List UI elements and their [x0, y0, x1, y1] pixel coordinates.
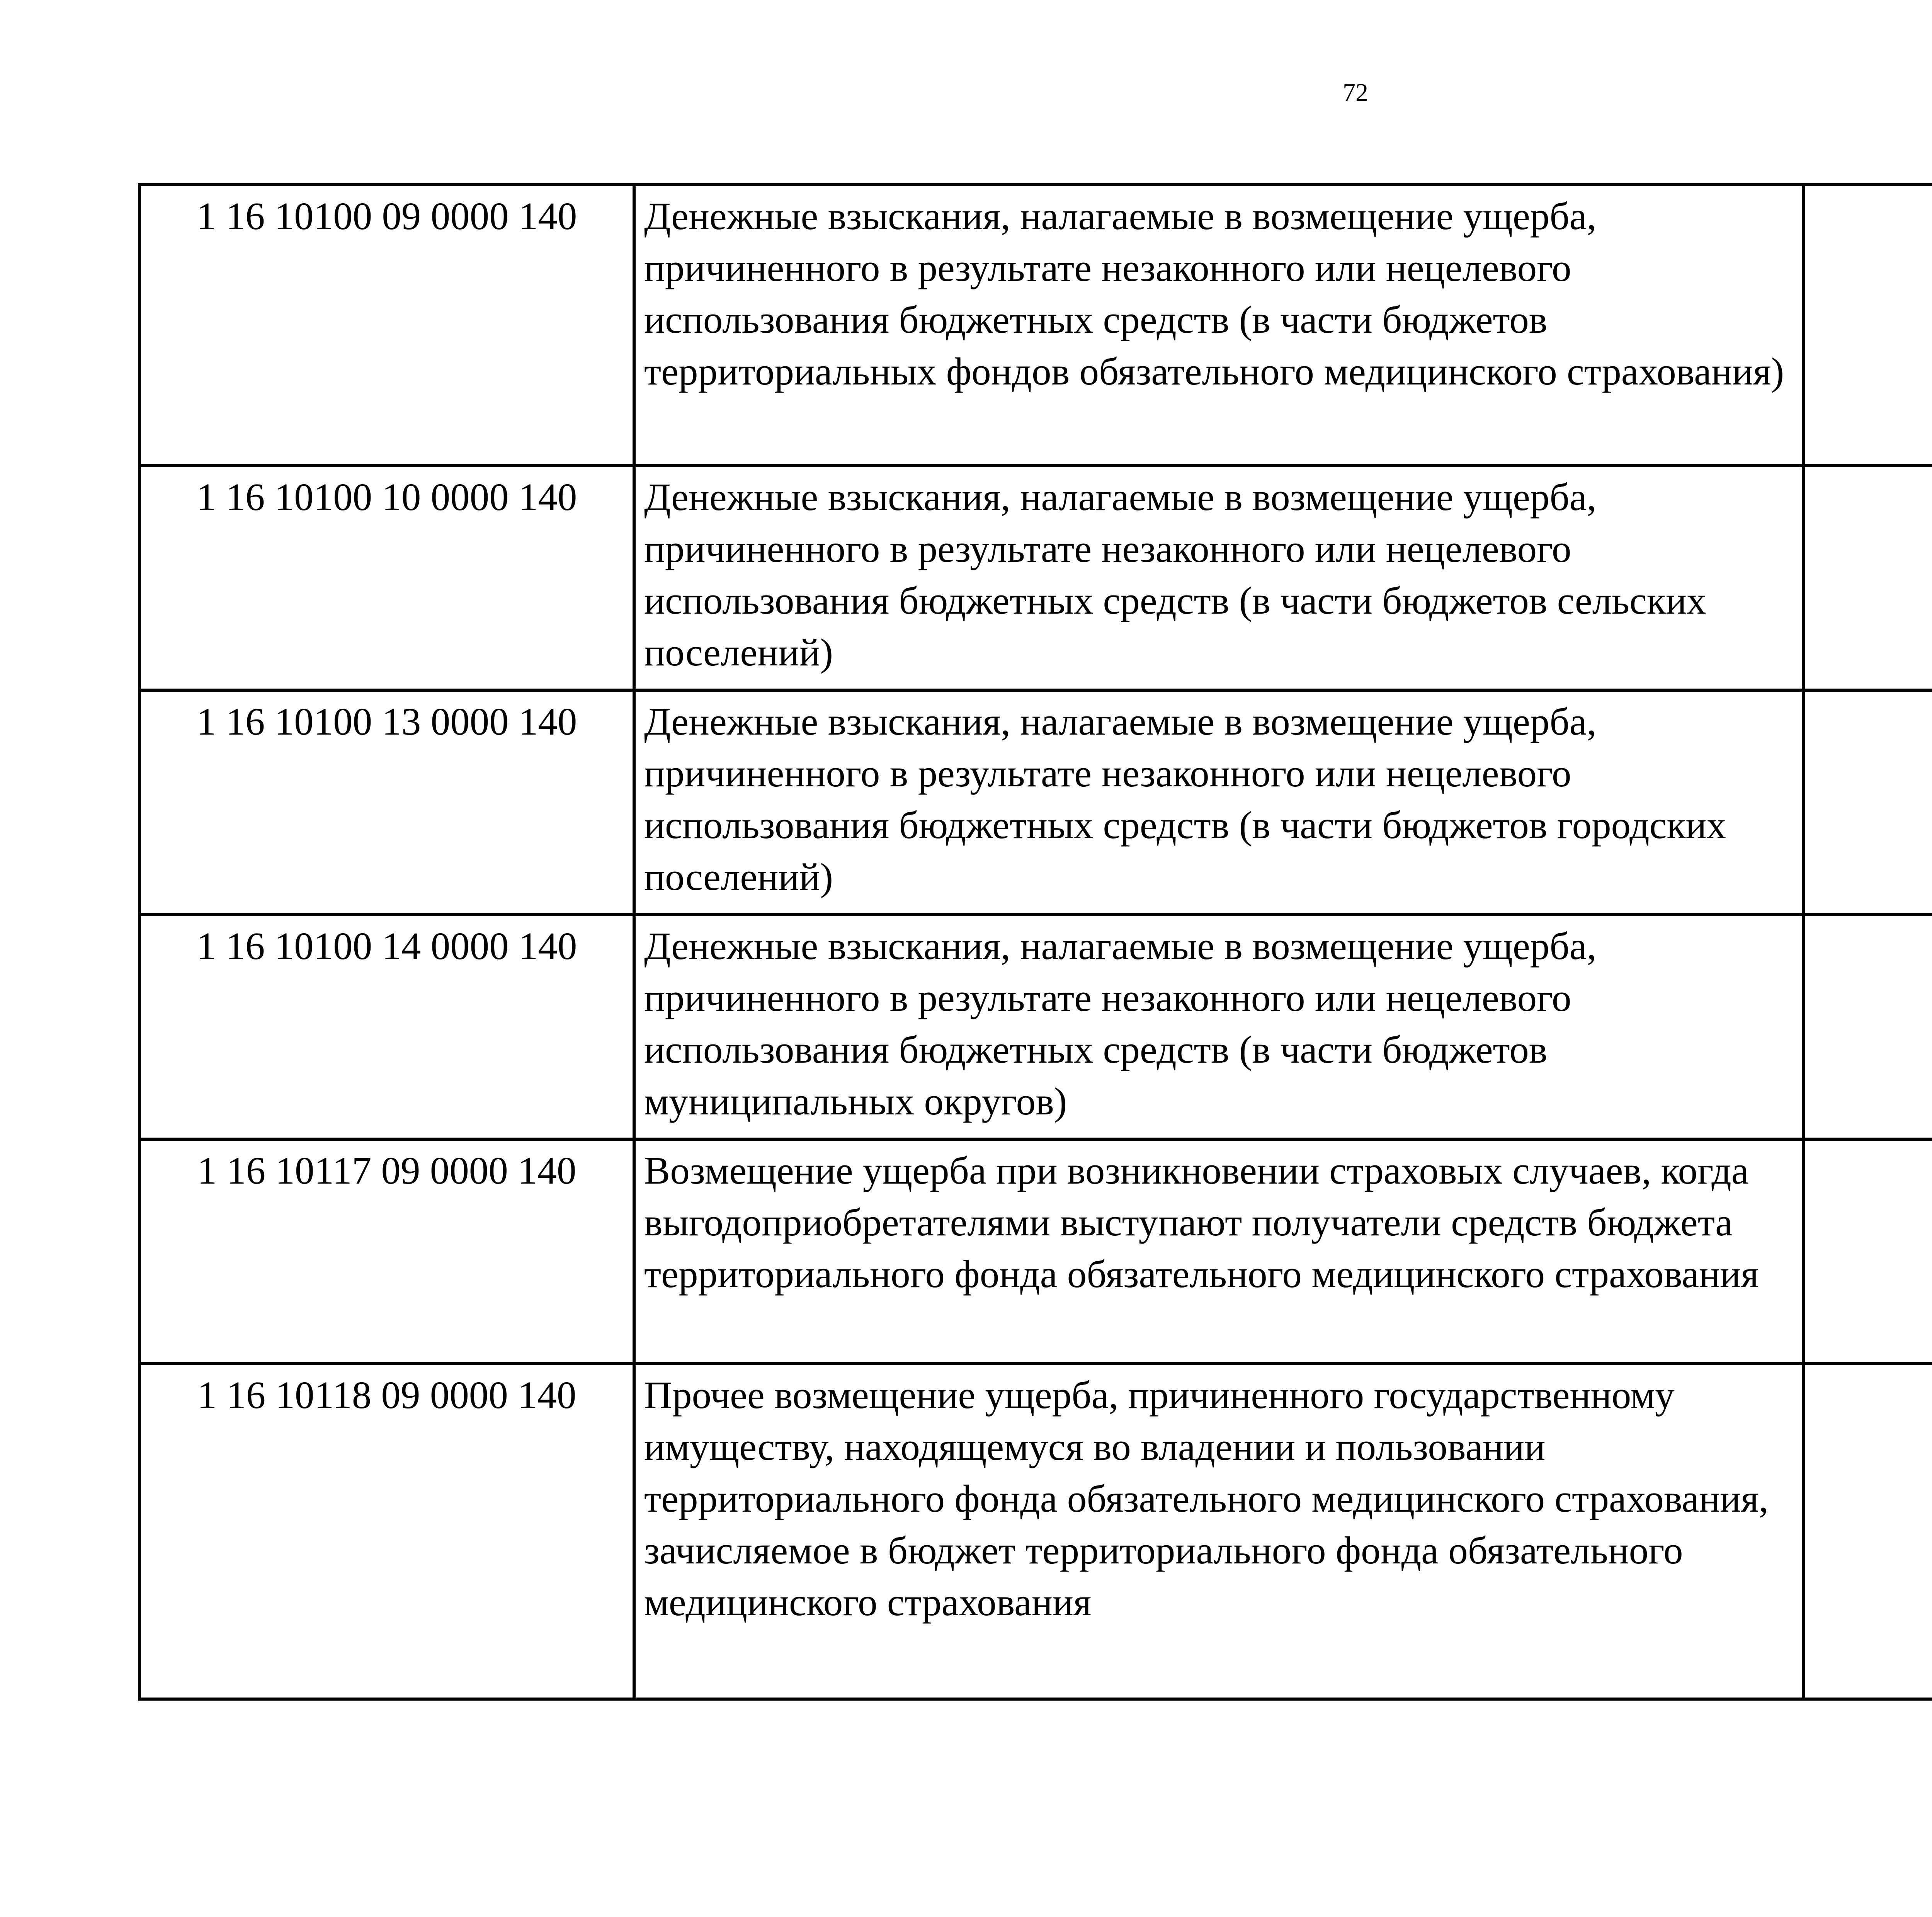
- income-description-cell: Возмещение ущерба при возникновении страховых случаев, когда выгодоприобретателями выступают получатели средств бюджета территориального фонда обязательного медицинского страхования: [634, 1139, 1803, 1364]
- income-description-cell: Денежные взыскания, налагаемые в возмещение ущерба, причиненного в результате незаконного или нецелевого использования бюджетных средств (в части бюджетов муниципальных округов): [634, 915, 1803, 1139]
- table-row: [139, 1364, 1932, 1699]
- table-row: [139, 185, 1932, 466]
- income-description-cell: Денежные взыскания, налагаемые в возмещение ущерба, причиненного в результате незаконного или нецелевого использования бюджетных средств (в части бюджетов городских поселений): [634, 690, 1803, 915]
- value-cell-1: [1803, 185, 1932, 466]
- table-row: [139, 915, 1932, 1139]
- income-code-cell: 1 16 10100 13 0000 140: [139, 690, 634, 915]
- value-cell-1: [1803, 466, 1932, 690]
- value-cell-1: [1803, 1139, 1932, 1364]
- income-description-cell: Денежные взыскания, налагаемые в возмещение ущерба, причиненного в результате незаконного или нецелевого использования бюджетных средств (в части бюджетов сельских поселений): [634, 466, 1803, 690]
- income-code-cell: 1 16 10100 14 0000 140: [139, 915, 634, 1139]
- table-row: [139, 466, 1932, 690]
- income-code-cell: 1 16 10118 09 0000 140: [139, 1364, 634, 1699]
- budget-classification-table: [138, 183, 1932, 1701]
- table-row: [139, 1139, 1932, 1364]
- income-code-cell: 1 16 10100 10 0000 140: [139, 466, 634, 690]
- table-row: [139, 690, 1932, 915]
- income-description-cell: Прочее возмещение ущерба, причиненного государственному имуществу, находящемуся во владении и пользовании территориального фонда обязательного медицинского страхования, зачисляемое в бюджет территориального фонда обязательного медицинского страхования: [634, 1364, 1803, 1699]
- page-number: 72: [1343, 78, 1368, 107]
- value-cell-1: [1803, 1364, 1932, 1699]
- income-code-cell: 1 16 10117 09 0000 140: [139, 1139, 634, 1364]
- income-code-cell: 1 16 10100 09 0000 140: [139, 185, 634, 466]
- value-cell-1: [1803, 690, 1932, 915]
- income-description-cell: Денежные взыскания, налагаемые в возмещение ущерба, причиненного в результате незаконного или нецелевого использования бюджетных средств (в части бюджетов территориальных фондов обязательного медицинского страхования): [634, 185, 1803, 466]
- value-cell-1: [1803, 915, 1932, 1139]
